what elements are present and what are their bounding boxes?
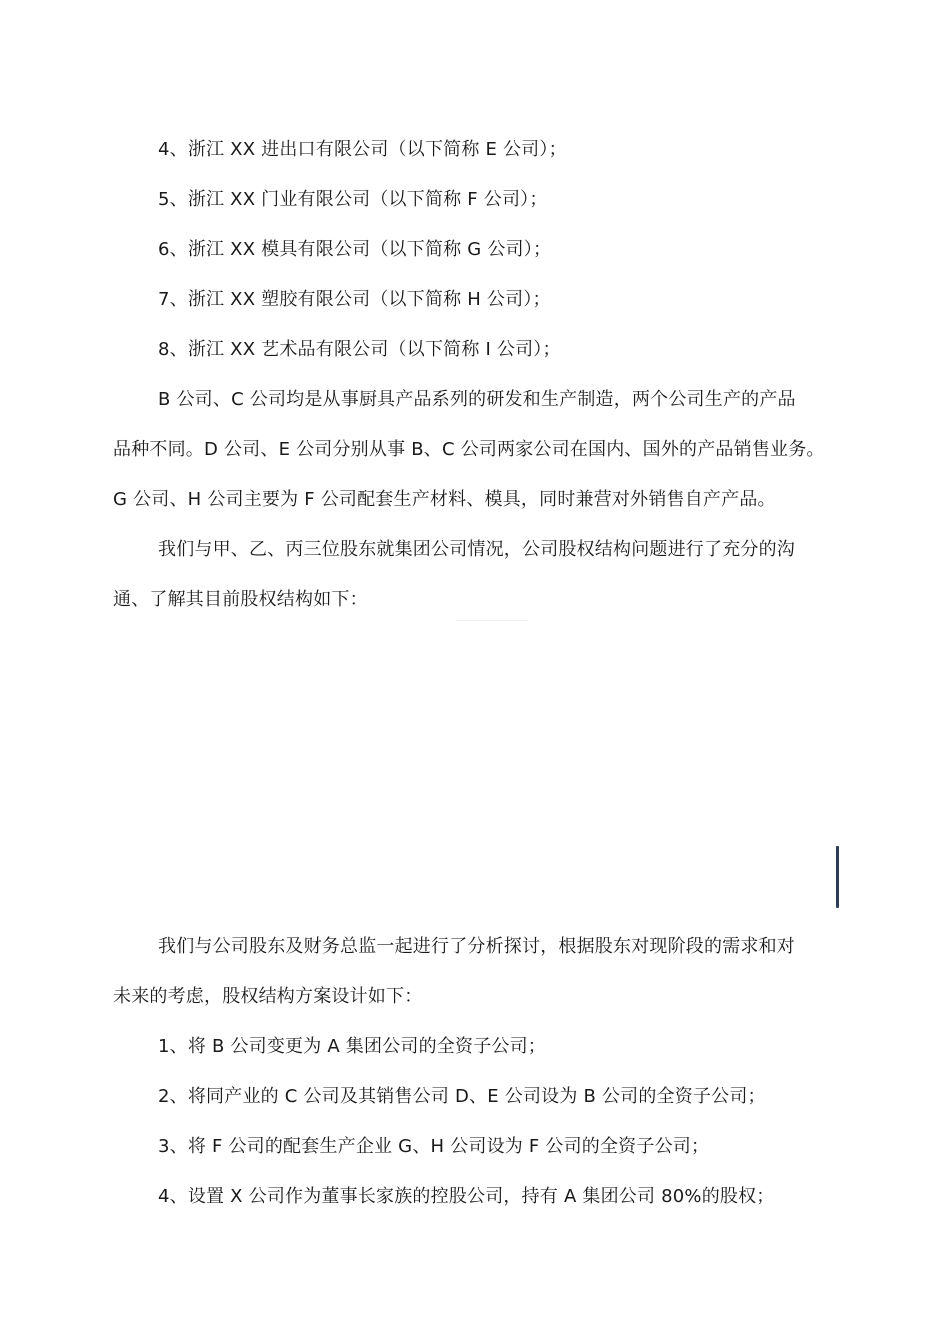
plan-list-item: 4、设置 X 公司作为董事长家族的控股公司，持有 A 集团公司 80%的股权； xyxy=(158,1186,775,1207)
list-item: 5、浙江 XX 门业有限公司（以下简称 F 公司）； xyxy=(158,189,548,210)
business-paragraph-line: B 公司、C 公司均是从事厨具产品系列的研发和生产制造，两个公司生产的产品 xyxy=(158,389,796,410)
margin-marker xyxy=(836,846,839,908)
business-paragraph-line: G 公司、H 公司主要为 F 公司配套生产材料、模具，同时兼营对外销售自产产品。 xyxy=(113,489,776,510)
communication-paragraph-line: 我们与甲、乙、丙三位股东就集团公司情况，公司股权结构问题进行了充分的沟 xyxy=(158,539,795,560)
analysis-paragraph-line: 我们与公司股东及财务总监一起进行了分析探讨，根据股东对现阶段的需求和对 xyxy=(158,936,795,957)
plan-list-item: 3、将 F 公司的配套生产企业 G、H 公司设为 F 公司的全资子公司； xyxy=(158,1136,710,1157)
list-item: 8、浙江 XX 艺术品有限公司（以下简称 I 公司）； xyxy=(158,339,561,360)
plan-list-item: 2、将同产业的 C 公司及其销售公司 D、E 公司设为 B 公司的全资子公司； xyxy=(158,1086,766,1107)
list-item: 6、浙江 XX 模具有限公司（以下简称 G 公司）； xyxy=(158,239,552,260)
business-paragraph-line: 品种不同。D 公司、E 公司分别从事 B、C 公司两家公司在国内、国外的产品销售业务。 xyxy=(113,439,825,460)
list-item: 7、浙江 XX 塑胶有限公司（以下简称 H 公司）； xyxy=(158,289,551,310)
analysis-paragraph-line: 未来的考虑，股权结构方案设计如下： xyxy=(113,986,423,1007)
figure-placeholder-edge xyxy=(456,620,528,621)
list-item: 4、浙江 XX 进出口有限公司（以下简称 E 公司）； xyxy=(158,139,567,160)
communication-paragraph-line: 通、了解其目前股权结构如下： xyxy=(113,589,368,610)
plan-list-item: 1、将 B 公司变更为 A 集团公司的全资子公司； xyxy=(158,1036,546,1057)
